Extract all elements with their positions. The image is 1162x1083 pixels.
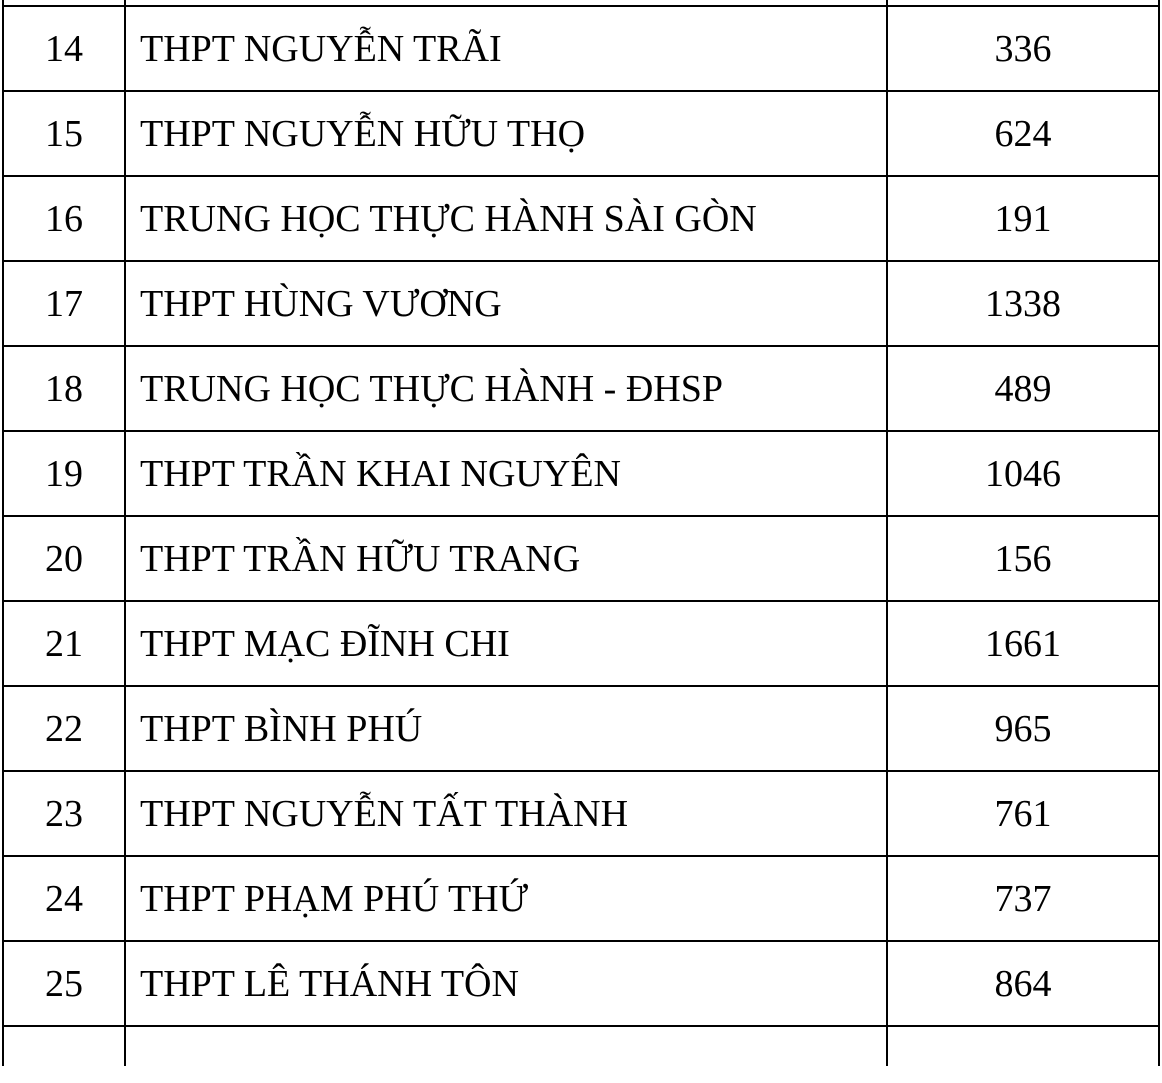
school-count: 761 <box>887 771 1159 856</box>
school-count: 624 <box>887 91 1159 176</box>
row-number: 23 <box>3 771 125 856</box>
table-row <box>3 176 1159 261</box>
table-row <box>3 431 1159 516</box>
table-cell-empty <box>3 1026 125 1066</box>
table-row-partial-bottom <box>3 1026 1159 1066</box>
school-name: THPT HÙNG VƯƠNG <box>125 261 887 346</box>
school-count: 864 <box>887 941 1159 1026</box>
school-name: THPT MẠC ĐĨNH CHI <box>125 601 887 686</box>
row-number: 14 <box>3 6 125 91</box>
table-body <box>3 0 1159 1066</box>
school-name: THPT PHẠM PHÚ THỨ <box>125 856 887 941</box>
school-name: TRUNG HỌC THỰC HÀNH - ĐHSP <box>125 346 887 431</box>
table-row <box>3 6 1159 91</box>
school-count: 489 <box>887 346 1159 431</box>
school-name: THPT TRẦN HỮU TRANG <box>125 516 887 601</box>
school-count: 1661 <box>887 601 1159 686</box>
table-cell-empty <box>125 1026 887 1066</box>
table-row <box>3 771 1159 856</box>
row-number: 17 <box>3 261 125 346</box>
table-row <box>3 941 1159 1026</box>
school-name: THPT BÌNH PHÚ <box>125 686 887 771</box>
row-number: 16 <box>3 176 125 261</box>
school-name: THPT TRẦN KHAI NGUYÊN <box>125 431 887 516</box>
school-count: 191 <box>887 176 1159 261</box>
row-number: 24 <box>3 856 125 941</box>
table-row <box>3 346 1159 431</box>
row-number: 25 <box>3 941 125 1026</box>
row-number: 19 <box>3 431 125 516</box>
row-number: 18 <box>3 346 125 431</box>
row-number: 22 <box>3 686 125 771</box>
school-name: THPT LÊ THÁNH TÔN <box>125 941 887 1026</box>
school-count: 1046 <box>887 431 1159 516</box>
schools-table <box>2 0 1160 1066</box>
school-count: 965 <box>887 686 1159 771</box>
table-row <box>3 261 1159 346</box>
school-count: 156 <box>887 516 1159 601</box>
table-cell-empty <box>887 1026 1159 1066</box>
school-count: 1338 <box>887 261 1159 346</box>
school-name: THPT NGUYỄN HỮU THỌ <box>125 91 887 176</box>
school-count: 737 <box>887 856 1159 941</box>
school-count: 336 <box>887 6 1159 91</box>
school-name: TRUNG HỌC THỰC HÀNH SÀI GÒN <box>125 176 887 261</box>
school-name: THPT NGUYỄN TẤT THÀNH <box>125 771 887 856</box>
table-row <box>3 91 1159 176</box>
row-number: 21 <box>3 601 125 686</box>
table-row <box>3 686 1159 771</box>
table-row <box>3 601 1159 686</box>
table-row <box>3 856 1159 941</box>
table-row <box>3 516 1159 601</box>
row-number: 20 <box>3 516 125 601</box>
row-number: 15 <box>3 91 125 176</box>
school-name: THPT NGUYỄN TRÃI <box>125 6 887 91</box>
